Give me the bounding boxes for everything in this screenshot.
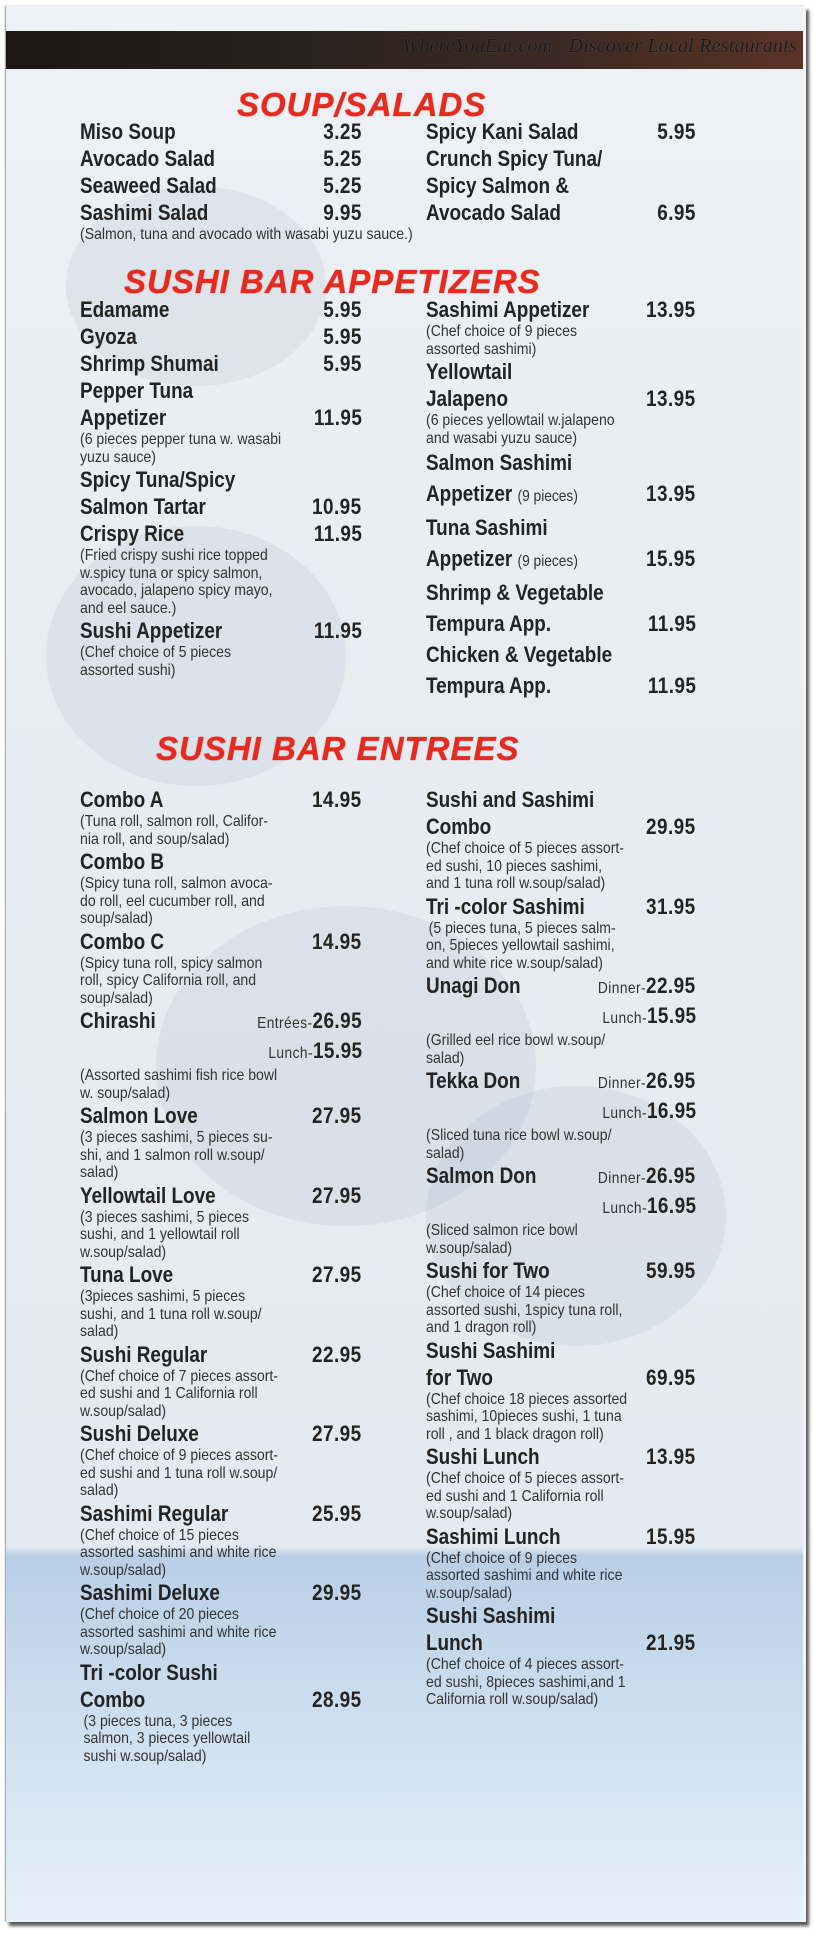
item-description: sushi, and 1 yellowtail roll [80, 1226, 240, 1243]
item-name: Salmon Don [426, 1163, 537, 1188]
item-name: Combo C [80, 928, 165, 954]
item-description: and wasabi yuzu sauce) [426, 429, 578, 447]
item-description: salad) [80, 1482, 119, 1499]
menu-item [426, 641, 696, 699]
menu-item [80, 118, 362, 145]
item-price: 28.95 [312, 1686, 362, 1712]
item-description: (3 pieces sashimi, 5 pieces su- [80, 1129, 273, 1146]
item-description: assorted sashimi) [426, 340, 537, 358]
section-title-appetizers: SUSHI BAR APPETIZERS [124, 263, 541, 300]
item-name: Salmon Love [80, 1103, 198, 1128]
item-description: (Chef choice of 5 pieces assort- [426, 1470, 624, 1487]
menu-item [426, 514, 696, 575]
item-description: assorted sushi, 1spicy tuna roll, [426, 1301, 623, 1319]
item-description: soup/salad) [80, 989, 153, 1007]
item-name-line: Sushi Sashimi [426, 1337, 556, 1363]
item-description: (6 pieces pepper tuna w. wasabi [80, 431, 282, 448]
item-description: (Grilled eel rice bowl w.soup/ [426, 1032, 606, 1049]
menu-item [80, 1182, 362, 1262]
menu-item [80, 172, 362, 199]
item-description: ed sushi, 8pieces sashimi,and 1 [426, 1673, 626, 1691]
item-description: (5 pieces tuna, 5 pieces salm- [428, 919, 616, 937]
header-banner [6, 31, 803, 69]
item-name: Sashimi Lunch [426, 1523, 561, 1549]
menu-item [426, 358, 696, 447]
item-price: 14.95 [312, 787, 362, 812]
item-description: (3 pieces sashimi, 5 pieces [80, 1208, 250, 1226]
menu-page [6, 6, 806, 1922]
item-price: 27.95 [312, 1103, 362, 1128]
menu-item [80, 848, 362, 928]
item-name-line: Crunch Spicy Tuna/ [426, 146, 603, 171]
item-description: (Chef choice of 9 pieces [426, 1549, 578, 1567]
item-description: nia roll, and soup/salad) [80, 830, 230, 848]
item-name: Sushi Appetizer [80, 618, 223, 643]
item-description: w.soup/salad) [80, 1641, 167, 1658]
menu-item [426, 449, 696, 510]
item-name: Appetizer [80, 405, 167, 430]
item-note: (9 pieces) [517, 553, 578, 570]
item-description: sashimi, 10pieces sushi, 1 tuna [426, 1408, 622, 1425]
item-name: Miso Soup [80, 119, 176, 144]
item-description: sushi w.soup/salad) [83, 1747, 207, 1765]
item-price: 59.95 [646, 1258, 696, 1283]
item-name: Gyoza [80, 324, 137, 349]
menu-item [426, 1162, 696, 1257]
item-name: Sashimi Appetizer [426, 297, 590, 322]
item-name: Sashimi Deluxe [80, 1580, 220, 1605]
appetizers-left-column [80, 296, 362, 679]
menu-item [426, 118, 696, 145]
section-title-entrees: SUSHI BAR ENTREES [156, 730, 520, 767]
item-name-line: Spicy Salmon & [426, 173, 570, 198]
menu-item [426, 1067, 696, 1162]
item-description: (Chef choice of 9 pieces assort- [80, 1447, 278, 1464]
item-description: (3pieces sashimi, 5 pieces [80, 1288, 246, 1305]
menu-item [80, 1579, 362, 1659]
item-name: Tempura App. [426, 611, 552, 636]
item-description: (Sliced tuna rice bowl w.soup/ [426, 1127, 612, 1144]
item-name-line: Tuna Sashimi [426, 515, 548, 540]
item-price: 9.95 [323, 200, 362, 225]
item-name: Lunch [426, 1630, 483, 1655]
item-description: ed sushi, 10 pieces sashimi, [426, 857, 603, 875]
item-name: Appetizer (9 pieces) [426, 546, 578, 571]
menu-item [80, 1659, 362, 1766]
item-description: yuzu sauce) [80, 448, 156, 466]
item-description: (Chef choice 18 pieces assorted [426, 1390, 628, 1408]
item-name: Sushi Lunch [426, 1444, 540, 1469]
item-description: w. soup/salad) [80, 1084, 171, 1102]
item-description: (Chef choice of 4 pieces assort- [426, 1656, 624, 1673]
item-price: 6.95 [657, 200, 696, 225]
item-price: 11.95 [313, 521, 362, 546]
menu-item [426, 1337, 696, 1444]
item-description: salad) [80, 1164, 119, 1181]
item-description: (Chef choice of 14 pieces [426, 1284, 585, 1301]
item-name-line: Chicken & Vegetable [426, 642, 613, 667]
menu-item [426, 296, 696, 358]
item-price-dinner: Dinner-22.95 [598, 973, 696, 998]
item-name: Unagi Don [426, 973, 521, 998]
item-price: 11.95 [313, 405, 362, 430]
item-description: w.soup/salad) [80, 1561, 167, 1579]
menu-item [80, 786, 362, 848]
item-description: salad) [426, 1144, 465, 1162]
menu-item [80, 323, 362, 350]
item-name-line: Sushi and Sashimi [426, 787, 595, 812]
item-description: shi, and 1 salmon roll w.soup/ [80, 1146, 265, 1164]
soup-salads-right-column [426, 118, 696, 226]
item-price: 5.95 [323, 297, 362, 322]
item-price: 5.25 [323, 146, 362, 171]
item-description: (Chef choice of 15 pieces [80, 1526, 239, 1544]
item-name-line: Pepper Tuna [80, 378, 194, 403]
menu-item [80, 199, 362, 226]
entrees-left-column [80, 786, 362, 1765]
item-price: 29.95 [312, 1580, 362, 1605]
item-description: avocado, jalapeno spicy mayo, [80, 582, 273, 599]
item-name: Salmon Tartar [80, 494, 206, 519]
item-description: assorted sushi) [80, 661, 176, 679]
menu-item [80, 1102, 362, 1182]
item-description: do roll, eel cucumber roll, and [80, 892, 265, 910]
menu-item [80, 350, 362, 377]
menu-item [426, 1443, 696, 1523]
item-price-lunch: Lunch-16.95 [601, 1193, 696, 1218]
item-description: (6 pieces yellowtail w.jalapeno [426, 412, 615, 429]
item-name: Tempura App. [426, 673, 552, 698]
item-price-lunch: Lunch-15.95 [267, 1038, 362, 1063]
item-name: Jalapeno [426, 386, 509, 411]
item-price: 5.95 [323, 351, 362, 376]
item-name-line: Shrimp & Vegetable [426, 580, 604, 605]
item-name: for Two [426, 1364, 493, 1390]
item-name: Tekka Don [426, 1068, 521, 1093]
item-price: 13.95 [646, 481, 696, 506]
item-price: 25.95 [312, 1500, 362, 1526]
item-description: w.soup/salad) [426, 1239, 513, 1257]
item-price: 27.95 [312, 1262, 362, 1287]
menu-item [80, 466, 362, 520]
item-description: (Chef choice of 20 pieces [80, 1606, 239, 1623]
item-price: 5.95 [323, 324, 362, 349]
item-price: 13.95 [646, 297, 696, 322]
item-price-dinner: Dinner-26.95 [598, 1163, 696, 1188]
item-description: (3 pieces tuna, 3 pieces [83, 1712, 233, 1730]
item-price: 15.95 [646, 546, 696, 571]
menu-item [80, 1420, 362, 1500]
item-name-line: Spicy Tuna/Spicy [80, 467, 236, 492]
item-name: Sushi Regular [80, 1341, 208, 1367]
item-description: (Fried crispy sushi rice topped [80, 547, 268, 564]
item-price: 10.95 [312, 494, 362, 519]
section-title-soup-salads: SOUP/SALADS [237, 86, 487, 123]
item-name-line: Salmon Sashimi [426, 450, 573, 475]
item-price-dinner: Entrées-26.95 [257, 1008, 362, 1033]
item-name: Seaweed Salad [80, 173, 217, 198]
item-description: (Spicy tuna roll, spicy salmon [80, 954, 263, 972]
item-price: 14.95 [312, 928, 362, 954]
menu-item [80, 296, 362, 323]
item-name-line: Tri -color Sushi [80, 1659, 218, 1685]
item-price: 27.95 [312, 1182, 362, 1208]
item-name: Spicy Kani Salad [426, 119, 579, 144]
item-description: sushi, and 1 tuna roll w.soup/ [80, 1305, 262, 1323]
item-price: 13.95 [646, 1444, 696, 1469]
menu-item [426, 1602, 696, 1709]
item-name: Yellowtail Love [80, 1182, 216, 1208]
item-description: (Chef choice of 7 pieces assort- [80, 1367, 278, 1385]
menu-item [426, 145, 696, 226]
item-description: (Chef choice of 9 pieces [426, 323, 578, 340]
item-description: ed sushi and 1 California roll [426, 1487, 604, 1505]
item-price: 5.95 [657, 119, 696, 144]
item-price: 11.95 [313, 618, 362, 643]
item-description: salad) [426, 1049, 465, 1067]
item-description: (Assorted sashimi fish rice bowl [80, 1067, 278, 1084]
item-price: 69.95 [646, 1364, 696, 1390]
item-description: assorted sashimi and white rice [426, 1567, 623, 1584]
item-note: (9 pieces) [517, 488, 578, 505]
menu-item [426, 579, 696, 637]
menu-item [426, 893, 696, 973]
item-name: Sushi for Two [426, 1258, 550, 1283]
item-name: Tri -color Sashimi [426, 893, 585, 919]
item-price: 27.95 [312, 1421, 362, 1446]
item-description: w.soup/salad) [80, 1402, 167, 1420]
item-description: California roll w.soup/salad) [426, 1691, 599, 1708]
item-name: Sashimi Salad [80, 200, 209, 225]
menu-item [80, 377, 362, 466]
item-description: w.soup/salad) [80, 1243, 167, 1261]
item-price: 11.95 [647, 673, 696, 698]
item-price: 22.95 [312, 1341, 362, 1367]
item-description: roll, spicy California roll, and [80, 972, 257, 989]
menu-item [80, 1500, 362, 1580]
item-price: 11.95 [647, 611, 696, 636]
item-name: Shrimp Shumai [80, 351, 219, 376]
item-name: Combo A [80, 787, 164, 812]
item-description: (Sliced salmon rice bowl [426, 1222, 578, 1239]
item-description: assorted sashimi and white rice [80, 1623, 277, 1641]
item-price: 15.95 [646, 1523, 696, 1549]
item-price: 3.25 [323, 119, 362, 144]
item-name: Avocado Salad [80, 146, 215, 171]
item-price: 29.95 [646, 814, 696, 839]
menu-item [80, 520, 362, 617]
item-description: ed sushi and 1 California roll [80, 1385, 258, 1402]
menu-item [80, 1007, 362, 1102]
item-description: (Chef choice of 5 pieces [80, 644, 232, 661]
menu-item [426, 1523, 696, 1603]
item-name: Sashimi Regular [80, 1500, 229, 1526]
item-price: 21.95 [646, 1630, 696, 1655]
menu-item [80, 1341, 362, 1421]
item-name: Combo B [80, 849, 165, 874]
item-name-line: Yellowtail [426, 359, 513, 384]
item-description: soup/salad) [80, 910, 153, 927]
item-name: Chirashi [80, 1008, 156, 1033]
item-price: 31.95 [646, 893, 696, 919]
menu-item [80, 1261, 362, 1341]
item-price-lunch: Lunch-15.95 [601, 1003, 696, 1028]
item-description: w.spicy tuna or spicy salmon, [80, 564, 263, 582]
item-name: Combo [426, 814, 492, 839]
menu-item [80, 928, 362, 1008]
item-name: Sushi Deluxe [80, 1421, 199, 1446]
menu-item [426, 972, 696, 1067]
menu-item [80, 145, 362, 172]
item-description: roll , and 1 black dragon roll) [426, 1425, 604, 1443]
item-name: Avocado Salad [426, 200, 561, 225]
item-price: 5.25 [323, 173, 362, 198]
entrees-right-column [426, 786, 696, 1709]
banner-text: WhereYouEat.com / Discover Local Restaurants [402, 35, 797, 57]
item-description: and white rice w.soup/salad) [426, 954, 603, 972]
item-description: (Tuna roll, salmon roll, Califor- [80, 813, 269, 830]
item-name: Edamame [80, 297, 170, 322]
item-name: Crispy Rice [80, 521, 185, 546]
item-name-line: Sushi Sashimi [426, 1603, 556, 1628]
appetizers-right-column [426, 296, 696, 699]
item-description: ed sushi and 1 tuna roll w.soup/ [80, 1464, 278, 1482]
item-description: (Salmon, tuna and avocado with wasabi yuzu sauce.) [80, 226, 413, 243]
item-description: w.soup/salad) [426, 1584, 513, 1602]
item-price: 13.95 [646, 386, 696, 411]
item-description: salmon, 3 pieces yellowtail [83, 1730, 251, 1747]
item-description: and 1 dragon roll) [426, 1319, 537, 1336]
menu-item [426, 1257, 696, 1337]
item-description: and eel sauce.) [80, 599, 177, 617]
item-name: Tuna Love [80, 1262, 174, 1287]
item-price-lunch: Lunch-16.95 [601, 1098, 696, 1123]
item-description: on, 5pieces yellowtail sashimi, [426, 937, 615, 954]
item-description: assorted sashimi and white rice [80, 1544, 277, 1561]
item-name: Appetizer (9 pieces) [426, 481, 578, 506]
soup-salads-left-column [80, 118, 413, 244]
item-description: (Spicy tuna roll, salmon avoca- [80, 875, 273, 892]
menu-item [80, 617, 362, 679]
item-description: salad) [80, 1323, 119, 1340]
item-description: and 1 tuna roll w.soup/salad) [426, 875, 606, 892]
item-description: (Chef choice of 5 pieces assort- [426, 840, 624, 857]
item-description: w.soup/salad) [426, 1505, 513, 1522]
item-price-dinner: Dinner-26.95 [598, 1068, 696, 1093]
menu-item [426, 786, 696, 893]
item-name: Combo [80, 1686, 146, 1712]
